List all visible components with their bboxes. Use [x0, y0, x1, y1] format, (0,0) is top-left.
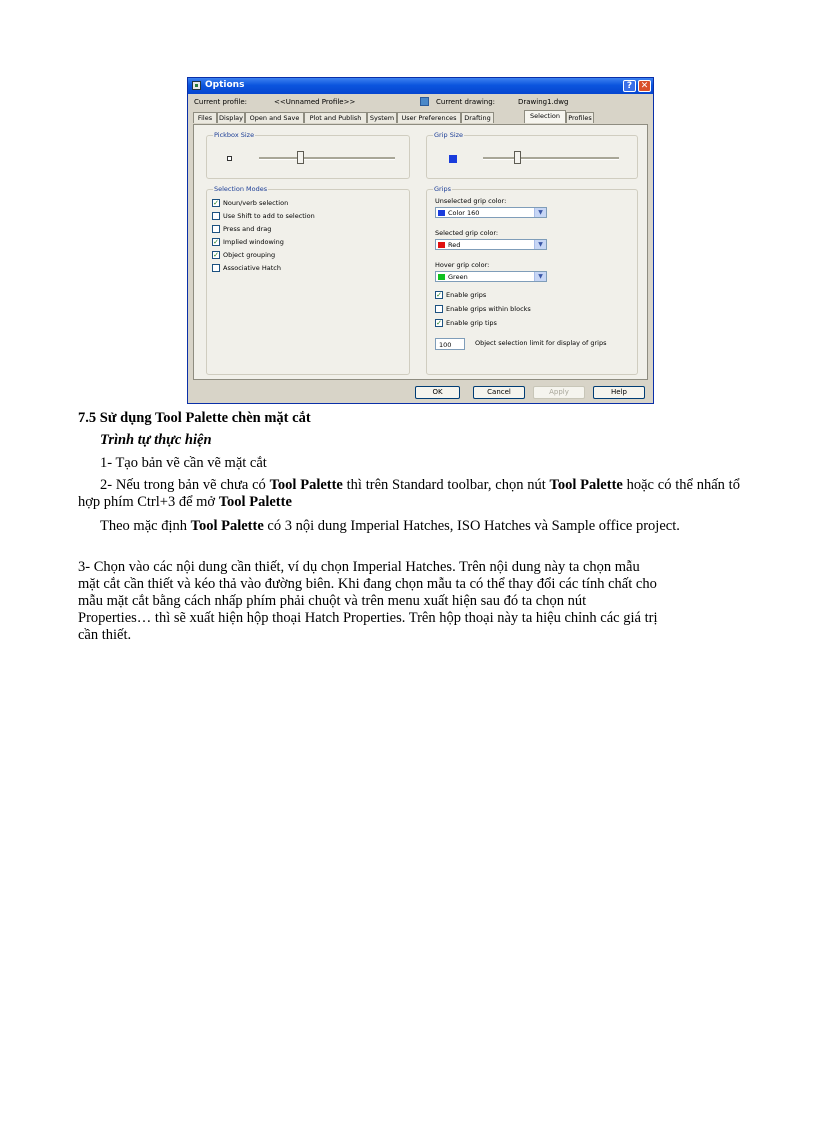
unselected-grip-label: Unselected grip color:	[435, 197, 507, 205]
tab-selection[interactable]: Selection	[524, 110, 566, 123]
current-drawing-value: Drawing1.dwg	[518, 98, 569, 106]
close-button[interactable]: ✕	[638, 80, 651, 92]
app-icon	[192, 81, 201, 90]
default-paragraph	[78, 518, 740, 535]
selection-modes-label: Selection Modes	[214, 185, 268, 193]
paragraph-bold: Tool Palette	[190, 518, 264, 534]
selection-limit-label: Object selection limit for display of grips	[475, 339, 607, 347]
checkbox-icon[interactable]: ✓	[213, 199, 219, 207]
checkbox-label: Enable grips within blocks	[446, 305, 531, 313]
checkbox-icon[interactable]: ✓	[213, 251, 219, 259]
current-drawing-label: Current drawing:	[436, 98, 496, 106]
apply-button[interactable]: Apply	[533, 386, 585, 399]
step-2-text: thì trên Standard toolbar, chọn nút	[342, 477, 550, 493]
dropdown-value: Green	[448, 273, 468, 281]
pickbox-preview	[227, 156, 232, 161]
step-3-line: Properties… thì sẽ xuất hiện hộp thoại Hatch Properties. Trên hộp thoại này ta hiệu chỉnh các giá trị	[78, 610, 658, 626]
checkbox-icon[interactable]	[435, 305, 443, 313]
step-3-line: cần thiết.	[78, 627, 132, 643]
cancel-button[interactable]: Cancel	[473, 386, 525, 399]
grips-group	[426, 185, 638, 375]
checkbox-icon[interactable]: ✓	[436, 319, 442, 327]
paragraph-text: có 3 nội dung Imperial Hatches, ISO Hatches và Sample office project.	[263, 518, 680, 534]
step-3-line: mẫu mặt cắt bằng cách nhấp phím phải chuột và trên menu xuất hiện sau đó ta chọn nút	[78, 593, 587, 609]
current-profile-value: <<Unnamed Profile>>	[274, 98, 356, 106]
pickbox-size-group	[206, 131, 410, 179]
tab-display[interactable]: Display	[217, 112, 245, 123]
checkbox-label: Implied windowing	[223, 238, 284, 246]
checkbox-label: Associative Hatch	[223, 264, 281, 272]
pickbox-size-label: Pickbox Size	[214, 131, 255, 139]
subheading: Trình tự thực hiện	[100, 432, 212, 448]
checkbox-label: Object grouping	[223, 251, 276, 259]
color-swatch	[438, 210, 445, 216]
title-bar[interactable]	[188, 78, 653, 94]
tab-drafting[interactable]: Drafting	[461, 112, 494, 123]
step-2-bold: Tool Palette	[269, 477, 343, 493]
tab-open-and-save[interactable]: Open and Save	[245, 112, 304, 123]
grip-size-label: Grip Size	[434, 131, 464, 139]
drawing-icon	[420, 97, 429, 106]
step-1: 1- Tạo bản vẽ cần vẽ mặt cắt	[100, 455, 267, 471]
tab-user-preferences[interactable]: User Preferences	[397, 112, 461, 123]
current-profile-label: Current profile:	[194, 98, 247, 106]
step-3-line: mặt cắt cần thiết và kéo thả vào đường biên. Khi đang chọn mẫu ta có thể thay đổi các tính chất cho	[78, 576, 657, 592]
help-title-button[interactable]: ?	[623, 80, 636, 92]
checkbox-icon[interactable]	[212, 264, 220, 272]
grip-slider-track[interactable]	[483, 157, 619, 160]
hover-grip-label: Hover grip color:	[435, 261, 490, 269]
section-heading: 7.5 Sử dụng Tool Palette chèn mặt cắt	[78, 410, 311, 426]
help-button[interactable]: Help	[593, 386, 645, 399]
checkbox-icon[interactable]	[212, 212, 220, 220]
selection-limit-input[interactable]: 100	[435, 338, 465, 350]
step-3-line: 3- Chọn vào các nội dung cần thiết, ví dụ chọn Imperial Hatches. Trên nội dung này ta chọn mẫu	[78, 559, 640, 575]
chevron-down-icon[interactable]: ▼	[534, 272, 546, 281]
unselected-grip-dropdown[interactable]	[435, 207, 547, 218]
checkbox-icon[interactable]: ✓	[436, 291, 442, 299]
grip-slider-thumb[interactable]	[514, 151, 521, 164]
dropdown-value: Red	[448, 241, 461, 249]
pickbox-slider-track[interactable]	[259, 157, 395, 160]
color-swatch	[438, 274, 445, 280]
dialog-title: Options	[205, 80, 245, 90]
tab-system[interactable]: System	[367, 112, 397, 123]
hover-grip-dropdown[interactable]	[435, 271, 547, 282]
checkbox-label: Use Shift to add to selection	[223, 212, 315, 220]
step-2-bold: Tool Palette	[218, 494, 292, 510]
step-2-text: 2- Nếu trong bản vẽ chưa có	[100, 477, 270, 493]
step-2-text: hoặc có thể nhấn tổ hợp phím Ctrl+3 để mở	[78, 477, 740, 510]
checkbox-icon[interactable]	[212, 225, 220, 233]
grips-label: Grips	[434, 185, 452, 193]
selected-grip-dropdown[interactable]	[435, 239, 547, 250]
options-dialog	[187, 77, 654, 404]
paragraph-text: Theo mặc định	[100, 518, 191, 534]
selection-panel	[193, 124, 648, 380]
step-2-bold: Tool Palette	[549, 477, 623, 493]
selection-modes-group	[206, 185, 410, 375]
grip-size-group	[426, 131, 638, 179]
checkbox-label: Press and drag	[223, 225, 272, 233]
tab-files[interactable]: Files	[193, 112, 217, 123]
pickbox-slider-thumb[interactable]	[297, 151, 304, 164]
chevron-down-icon[interactable]: ▼	[534, 208, 546, 217]
chevron-down-icon[interactable]: ▼	[534, 240, 546, 249]
step-2	[78, 477, 740, 511]
dropdown-value: Color 160	[448, 209, 480, 217]
selected-grip-label: Selected grip color:	[435, 229, 499, 237]
color-swatch	[438, 242, 445, 248]
tab-profiles[interactable]: Profiles	[566, 112, 594, 123]
ok-button[interactable]: OK	[415, 386, 460, 399]
tab-plot-and-publish[interactable]: Plot and Publish	[304, 112, 367, 123]
checkbox-label: Enable grips	[446, 291, 487, 299]
grip-size-preview	[449, 155, 457, 163]
checkbox-icon[interactable]: ✓	[213, 238, 219, 246]
checkbox-label: Enable grip tips	[446, 319, 497, 327]
checkbox-label: Noun/verb selection	[223, 199, 289, 207]
profile-row	[188, 98, 653, 108]
